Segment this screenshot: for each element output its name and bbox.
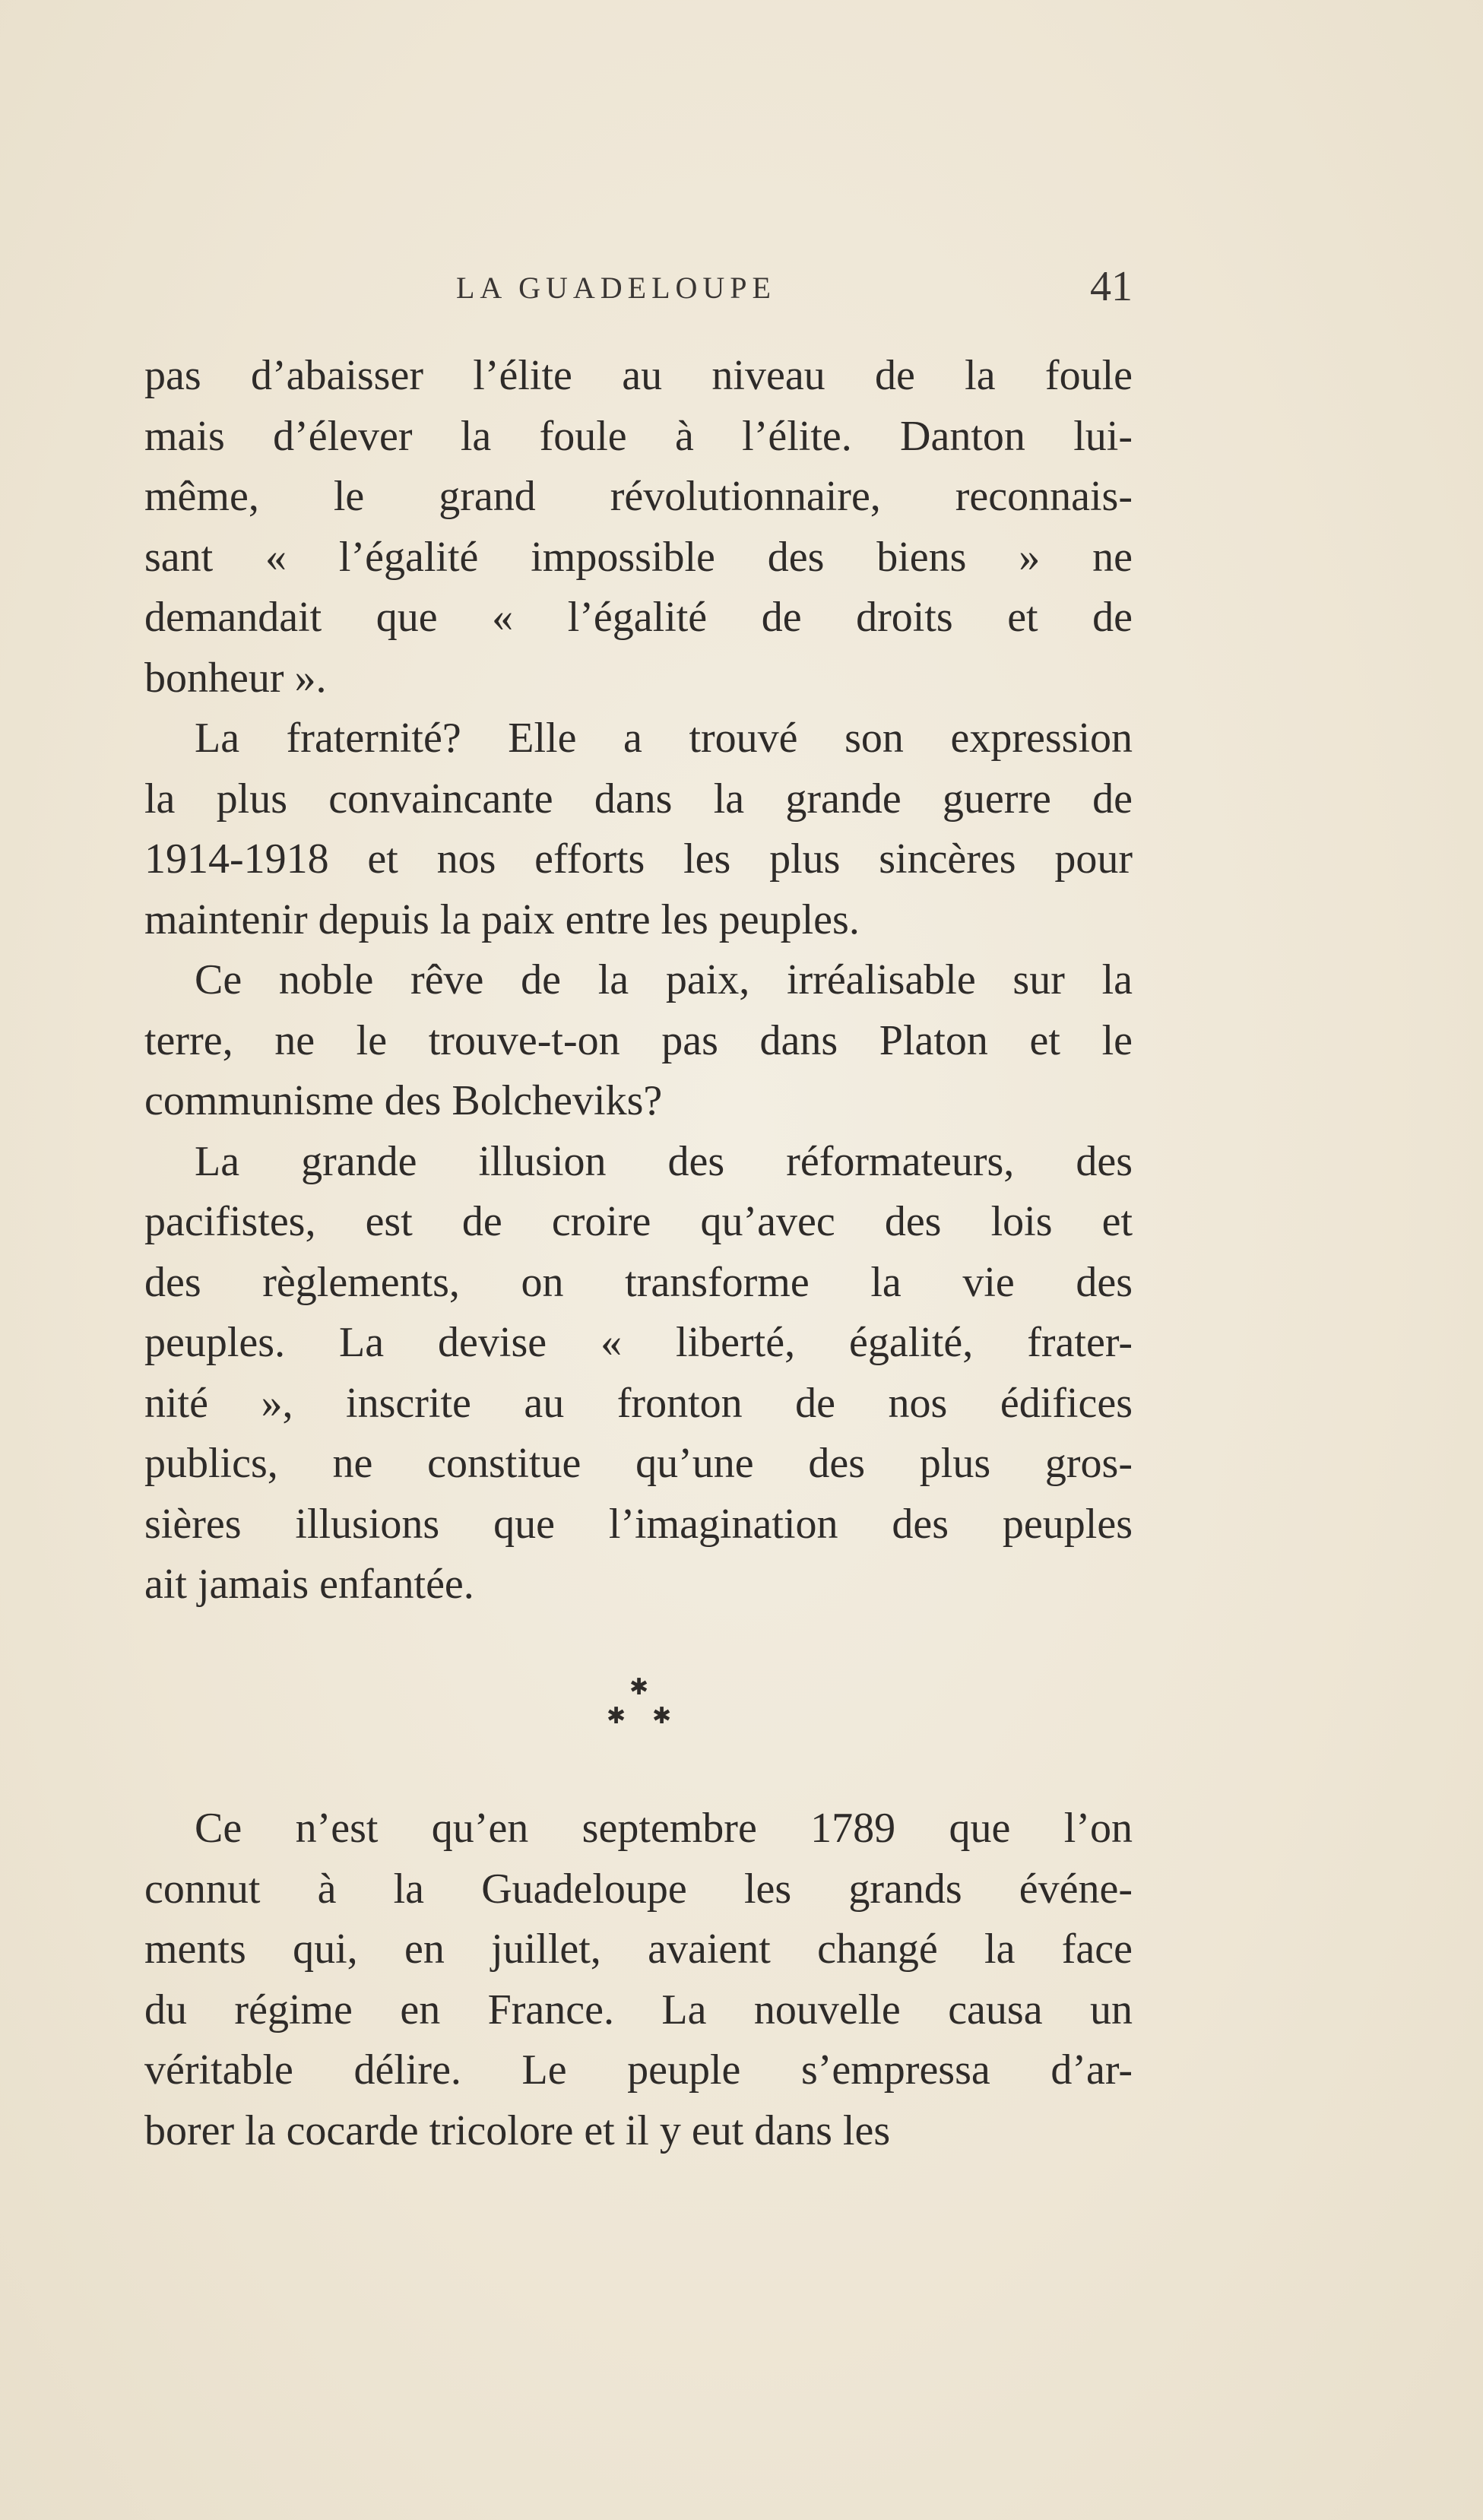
text-line: mais d’élever la foule à l’élite. Danton lui- bbox=[144, 412, 1133, 460]
text-line: nité », inscrite au fronton de nos édifices bbox=[144, 1379, 1133, 1427]
text-line: publics, ne constitue qu’une des plus gros- bbox=[144, 1440, 1133, 1487]
running-head-title: LA GUADELOUPE bbox=[456, 271, 776, 305]
text-line: maintenir depuis la paix entre les peuples. bbox=[144, 895, 860, 943]
section-break-asterism bbox=[600, 1676, 677, 1737]
text-line: La fraternité? Elle a trouvé son expression bbox=[195, 715, 1133, 762]
asterism-star-top: ✱ bbox=[629, 1675, 649, 1700]
paragraph bbox=[144, 1132, 1133, 1615]
text-line: des règlements, on transforme la vie des bbox=[144, 1258, 1133, 1306]
text-line: sières illusions que l’imagination des peuples bbox=[144, 1500, 1133, 1548]
paragraph bbox=[144, 708, 1133, 950]
text-line: pacifistes, est de croire qu’avec des lois et bbox=[144, 1198, 1133, 1245]
text-line: connut à la Guadeloupe les grands événe- bbox=[144, 1865, 1133, 1913]
text-line: 1914-1918 et nos efforts les plus sincères pour bbox=[144, 835, 1133, 883]
text-line: peuples. La devise « liberté, égalité, frater- bbox=[144, 1319, 1133, 1366]
text-line: Ce noble rêve de la paix, irréalisable sur la bbox=[195, 956, 1133, 1003]
body-text-section-two bbox=[144, 1799, 1133, 2161]
body-text-section-one bbox=[144, 346, 1133, 1615]
text-line: terre, ne le trouve-t-on pas dans Platon et le bbox=[144, 1016, 1133, 1064]
text-line: Ce n’est qu’en septembre 1789 que l’on bbox=[195, 1805, 1133, 1852]
text-line: sant « l’égalité impossible des biens » ne bbox=[144, 533, 1133, 581]
paragraph bbox=[144, 1799, 1133, 2161]
asterism-star-right: ✱ bbox=[652, 1704, 672, 1729]
paragraph bbox=[144, 950, 1133, 1132]
text-line: pas d’abaisser l’élite au niveau de la foule bbox=[144, 352, 1133, 399]
text-line: véritable délire. Le peuple s’empressa d’ar- bbox=[144, 2046, 1133, 2094]
running-head bbox=[144, 262, 1133, 323]
text-line: ments qui, en juillet, avaient changé la face bbox=[144, 1926, 1133, 1973]
text-line: communisme des Bolcheviks? bbox=[144, 1077, 663, 1124]
text-line: bonheur ». bbox=[144, 654, 327, 702]
text-line: la plus convaincante dans la grande guerre de bbox=[144, 775, 1133, 823]
text-line: ait jamais enfantée. bbox=[144, 1561, 474, 1608]
text-line: La grande illusion des réformateurs, des bbox=[195, 1137, 1133, 1185]
text-line: du régime en France. La nouvelle causa un bbox=[144, 1986, 1133, 2033]
text-line: borer la cocarde tricolore et il y eut dans les bbox=[144, 2106, 891, 2154]
paragraph bbox=[144, 346, 1133, 708]
text-line: même, le grand révolutionnaire, reconnais- bbox=[144, 473, 1133, 520]
text-line: demandait que « l’égalité de droits et de bbox=[144, 594, 1133, 641]
page-number: 41 bbox=[1090, 263, 1133, 310]
asterism-star-left: ✱ bbox=[607, 1704, 626, 1729]
